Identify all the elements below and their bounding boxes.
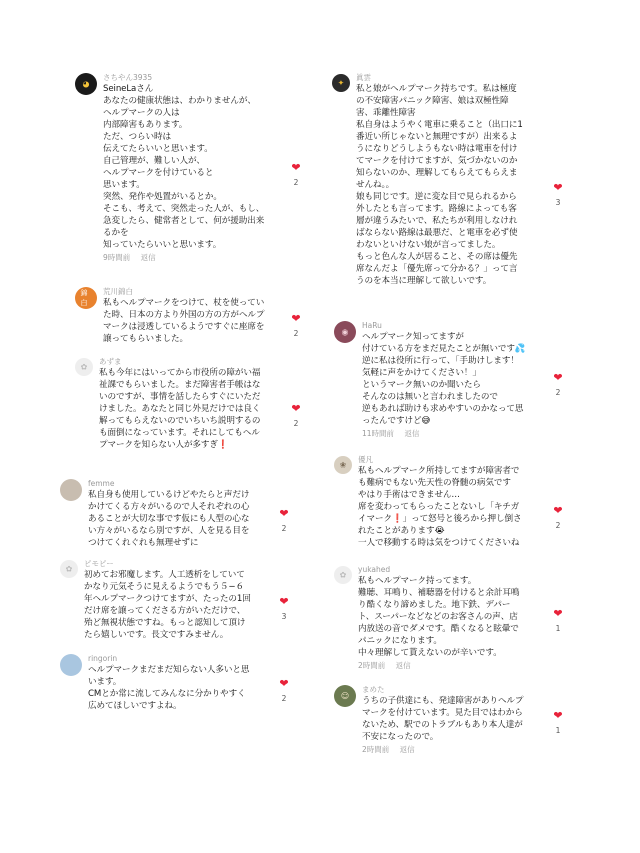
like-count: 2: [555, 388, 561, 397]
reply-button[interactable]: 返信: [399, 745, 415, 754]
comment-time: 11時間前: [362, 429, 395, 438]
comment-text: ヘルプマークまだまだ知らない人多いと思 います。 CMとか常に流してみんなに分かりやすく 広めてほしいですよね。: [88, 665, 250, 711]
heart-icon: ❤: [291, 312, 301, 325]
like-count: 1: [555, 726, 561, 735]
comment-text: 私もヘルプマーク所持してますが障害者で も難病でもない先天性の脊髄の病気です やはり手術はできません… 席を変わってもらったことないし「キチガ イマーク❗」って怒号と後ろから押し倒さ れたことがあります😭 一人で移動する時は気をつけてくださいね: [358, 466, 522, 548]
comment-item: [334, 454, 583, 549]
comment-username[interactable]: femme: [88, 479, 115, 488]
like-button[interactable]: [549, 608, 567, 634]
avatar[interactable]: [60, 654, 82, 676]
heart-icon: ❤: [553, 709, 563, 722]
avatar[interactable]: ☺: [334, 685, 356, 707]
like-button[interactable]: [287, 403, 305, 429]
comment-text: 私もヘルプマーク持ってます。 難聴、耳鳴り、補聴器を付けると余計耳鳴 り酷くなり諦めました。地下鉄、デパー ト、スーパーなどなどのお客さんの声、店 内放送の音でダメです。酷くなると眩暈で パニックになります。 中々理解して貰えないのが辛いです。: [358, 576, 520, 658]
like-button[interactable]: [287, 162, 305, 188]
comment-item: [60, 653, 298, 712]
comment-username[interactable]: ピモピー: [84, 559, 114, 568]
comment-username[interactable]: yukahed: [358, 565, 391, 574]
avatar[interactable]: [60, 479, 82, 501]
comment-text: 私自身も使用しているけどやたらと声だけ かけてくる方々がいるので人それぞれの心 あることが大切な事です仮にも人型の心な い方々がいるなら別ですが、人を見る目を つけてくれぐれも無理せずに: [88, 490, 250, 548]
heart-icon: ❤: [553, 181, 563, 194]
like-button[interactable]: [275, 678, 293, 704]
comment-meta: [103, 252, 313, 263]
like-count: 1: [555, 624, 561, 633]
heart-icon: ❤: [279, 677, 289, 690]
comment-meta: [362, 428, 587, 439]
comment-time: 9時間前: [103, 253, 131, 262]
like-count: 2: [281, 694, 287, 703]
comment-item: [75, 72, 313, 263]
comment-username[interactable]: 眞雲: [356, 73, 371, 82]
like-button[interactable]: [549, 372, 567, 398]
comment-text: 私もヘルプマークをつけて、杖を使ってい た時、日本の方より外国の方の方がヘルプ マークは浸透しているようですぐに座席を 譲ってもらいました。: [103, 298, 265, 344]
avatar[interactable]: ✿: [75, 358, 93, 376]
like-button[interactable]: [549, 505, 567, 531]
heart-icon: ❤: [279, 595, 289, 608]
like-button[interactable]: [549, 710, 567, 736]
avatar[interactable]: 錦白: [75, 287, 97, 309]
avatar[interactable]: ❀: [334, 456, 352, 474]
like-count: 2: [293, 178, 299, 187]
comment-item: [332, 72, 581, 287]
comment-meta: [358, 660, 583, 671]
like-count: 2: [293, 419, 299, 428]
heart-icon: ❤: [553, 504, 563, 517]
heart-icon: ❤: [553, 607, 563, 620]
reply-button[interactable]: 返信: [395, 661, 411, 670]
comment-meta: [362, 744, 587, 755]
comment-username[interactable]: 荒川錦白: [103, 287, 133, 296]
like-button[interactable]: [275, 508, 293, 534]
comment-text: ヘルプマーク知ってますが 付けている方をまだ見たことが無いです💦 逆に私は役所に行って、「手助けします！ 気軽に声をかけてください！」 というマーク無いのか聞いたら そんなのは無いと言われましたので 逆もあれば助けも求めやすいのかなって思 ったんですけど😅: [362, 332, 526, 426]
comment-item: [75, 356, 309, 451]
comment-username[interactable]: まめた: [362, 685, 385, 694]
heart-icon: ❤: [553, 371, 563, 384]
avatar[interactable]: ✿: [334, 566, 352, 584]
comment-text: 私と娘がヘルプマーク持ちです。私は極度 の不安障害パニック障害、娘は双極性障 害、乖離性障害 私自身はようやく電車に乗ること（出口に1 番近い所じゃないと無理ですが）出来るよ うになりどうしようもない時は電車を付け てマークを付けてますが、気づかないのか 知らないのか、理解してもらえてもらえま せんね。。 娘も同じです。逆に変な目で見られるから 外したとも言ってます。路線によっても客 層が違うみたいで、私たちが利用しなけれ ばならない路線は最悪だ、と電車を必ず使 わないといけない娘が言ってました。 もっと色んな人が居ること、その席は優先 席なんだよ「優先席って分かる？」って言 うのを本当に理解して欲しいです。: [356, 84, 523, 286]
comment-username[interactable]: 優凡: [358, 455, 373, 464]
like-button[interactable]: [275, 596, 293, 622]
comment-item: [60, 478, 298, 549]
avatar[interactable]: ✦: [332, 74, 350, 92]
comment-text: 私も今年にはいってから市役所の障がい福 祉課でもらいました。まだ障害者手帳はな いのですが、事情を話したらすぐにいただ けました。あなたと同じ外見だけでは良く 解ってもらえないのでいちいち説明するの も面倒になっています。それにしてもヘル プマークを知らない人が多すぎ❗: [99, 368, 261, 450]
comment-time: 2時間前: [358, 661, 386, 670]
comment-text: 初めてお邪魔します。人工透析をしていて かなり元気そうに見えるようでもう５−６ 年ヘルプマークつけてますが、たったの1回 だけ席を譲ってくださる方がいただけで、 殆ど無視状態ですね。もっと認知して頂け たら嬉しいです。長文ですみません。: [84, 570, 251, 640]
avatar[interactable]: ◉: [334, 321, 356, 343]
comment-item: [60, 558, 294, 641]
comment-text: うちの子供達にも、発達障害がありヘルプ マークを付けています。見た目ではわから ないため、駅でのトラブルもあり本人達が 不安になったので。: [362, 696, 524, 742]
comment-text: SeineLaさん あなたの健康状態は、わかりませんが、 ヘルプマークの人は 内部障害もあります。 ただ、つらい時は 伝えてたらいいと思います。 自己管理が、難しい人が、 ヘルプマークを付けていると 思います。 突然、発作や処置がいるとか。 そこも、考えて、突然走った人が、もし、 急変したら、健常者として、何が援助出来 るかを 知っていたらいいと思います。: [103, 84, 265, 250]
comment-username[interactable]: さちやん3935: [103, 73, 153, 82]
comment-username[interactable]: ringorin: [88, 654, 118, 663]
comment-time: 2時間前: [362, 745, 390, 754]
like-count: 2: [293, 329, 299, 338]
comment-item: [75, 286, 313, 345]
heart-icon: ❤: [291, 161, 301, 174]
comment-username[interactable]: あずま: [99, 357, 122, 366]
heart-icon: ❤: [291, 402, 301, 415]
avatar[interactable]: ◕: [75, 73, 97, 95]
like-count: 2: [281, 524, 287, 533]
comment-username[interactable]: HaRu: [362, 321, 382, 330]
like-button[interactable]: [287, 313, 305, 339]
reply-button[interactable]: 返信: [140, 253, 156, 262]
like-count: 3: [281, 612, 287, 621]
comment-item: [334, 564, 583, 671]
like-button[interactable]: [549, 182, 567, 208]
avatar[interactable]: ✿: [60, 560, 78, 578]
reply-button[interactable]: 返信: [404, 429, 420, 438]
like-count: 3: [555, 198, 561, 207]
like-count: 2: [555, 521, 561, 530]
heart-icon: ❤: [279, 507, 289, 520]
